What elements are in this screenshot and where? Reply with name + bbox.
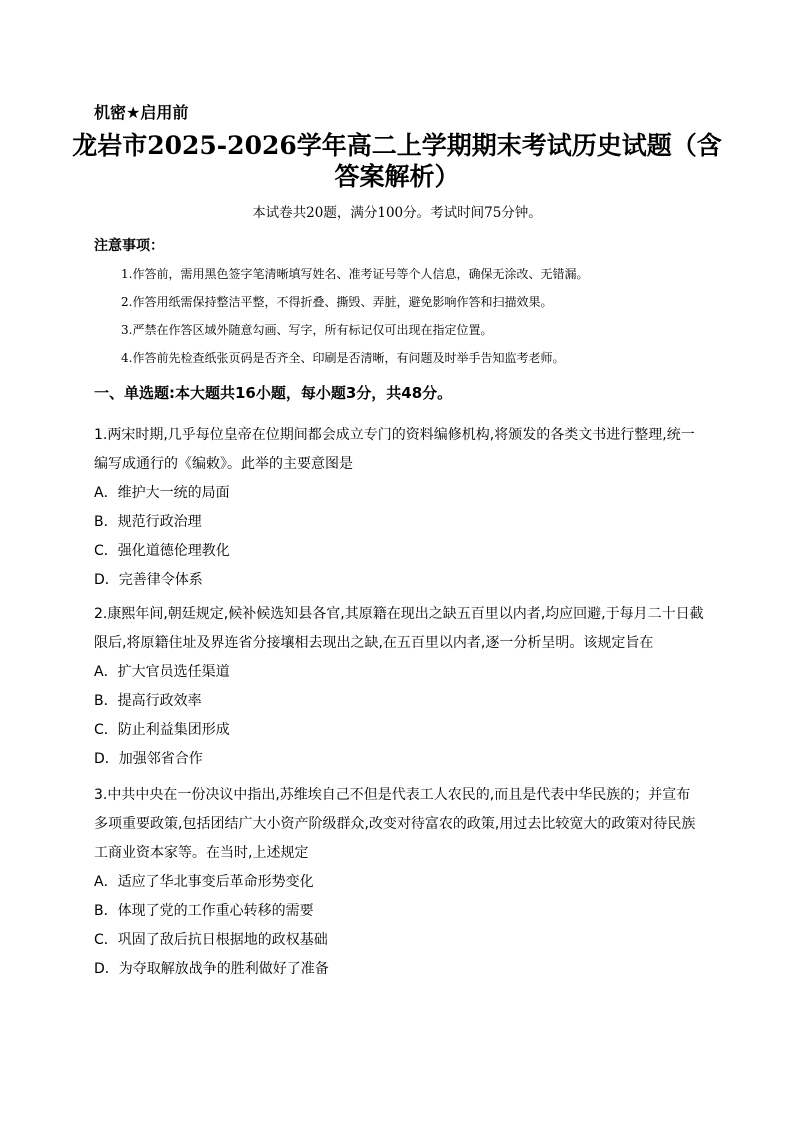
question-2-stem: 2.康熙年间,朝廷规定,候补候选知县各官,其原籍在现出之缺五百里以内者,均应回避,于每月二十日截 <box>94 606 704 622</box>
question-3-stem: 3.中共中央在一份决议中指出,苏维埃自己不但是代表工人农民的,而且是代表中华民族的；并宣布 <box>94 787 691 803</box>
confidential-label: 机密★启用前 <box>94 103 189 122</box>
question-1-option-a[interactable]: A．维护大一统的局面 <box>94 485 230 501</box>
question-3-option-c[interactable]: C．巩固了敌后抗日根据地的政权基础 <box>94 932 328 948</box>
question-1-option-d[interactable]: D．完善律令体系 <box>94 572 203 588</box>
question-3-stem: 多项重要政策,包括团结广大小资产阶级群众,改变对待富农的政策,用过去比较宽大的政策对待民族 <box>94 816 696 832</box>
question-2-option-c[interactable]: C．防止利益集团形成 <box>94 722 230 738</box>
question-2-option-b[interactable]: B．提高行政效率 <box>94 693 202 709</box>
exam-title-line-1: 龙岩市2025-2026学年高二上学期期末考试历史试题（含 <box>72 131 722 160</box>
question-3-option-d[interactable]: D．为夺取解放战争的胜利做好了准备 <box>94 961 329 977</box>
exam-title-line-2: 答案解析） <box>334 162 460 191</box>
exam-title <box>60 130 734 192</box>
question-3-stem: 工商业资本家等。在当时,上述规定 <box>94 845 309 861</box>
section-heading: 一、单选题:本大题共16小题，每小题3分，共48分。 <box>94 384 453 402</box>
question-1-option-c[interactable]: C．强化道德伦理教化 <box>94 543 230 559</box>
question-2-option-a[interactable]: A．扩大官员选任渠道 <box>94 664 230 680</box>
question-1-stem: 编写成通行的《编敕》。此举的主要意图是 <box>94 456 353 472</box>
exam-info: 本试卷共20题，满分100分。考试时间75分钟。 <box>252 205 542 221</box>
question-3-option-a[interactable]: A．适应了华北事变后革命形势变化 <box>94 874 314 890</box>
notice-heading: 注意事项： <box>94 238 164 254</box>
question-1-stem: 1.两宋时期,几乎每位皇帝在位期间都会成立专门的资料编修机构,将颁发的各类文书进行整理,统一 <box>94 427 695 443</box>
question-1-option-b[interactable]: B．规范行政治理 <box>94 514 202 530</box>
question-2-option-d[interactable]: D．加强邻省合作 <box>94 751 203 767</box>
notice-item: 2.作答用纸需保持整洁平整，不得折叠、撕毁、弄脏，避免影响作答和扫描效果。 <box>121 295 553 309</box>
notice-item: 4.作答前先检查纸张页码是否齐全、印刷是否清晰，有问题及时举手告知监考老师。 <box>121 351 565 365</box>
question-2-stem: 限后,将原籍住址及界连省分接壤相去现出之缺,在五百里以内者,逐一分析呈明。该规定旨在 <box>94 635 654 651</box>
notice-item: 3.严禁在作答区域外随意勾画、写字，所有标记仅可出现在指定位置。 <box>121 323 493 337</box>
question-3-option-b[interactable]: B．体现了党的工作重心转移的需要 <box>94 903 314 919</box>
notice-item: 1.作答前，需用黑色签字笔清晰填写姓名、准考证号等个人信息，确保无涂改、无错漏。 <box>121 267 589 281</box>
